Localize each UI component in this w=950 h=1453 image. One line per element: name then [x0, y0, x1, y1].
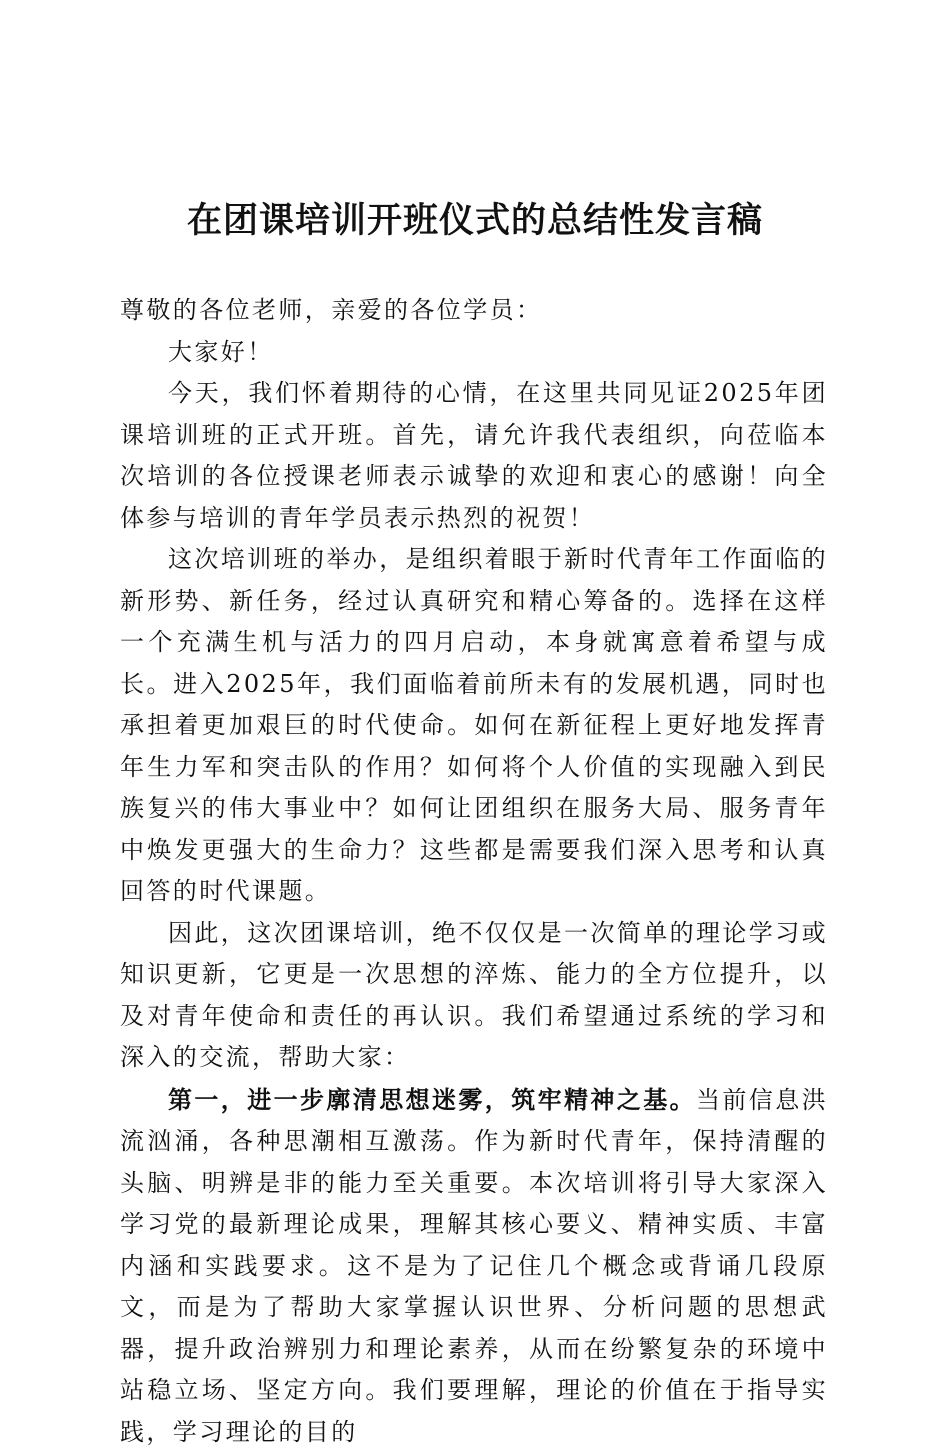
point-1-heading: 第一，进一步廓清思想迷雾，筑牢精神之基。 [168, 1085, 696, 1114]
greeting: 大家好！ [120, 332, 828, 374]
document-title: 在团课培训开班仪式的总结性发言稿 [0, 196, 950, 246]
point-1-paragraph [120, 1079, 828, 1453]
salutation: 尊敬的各位老师，亲爱的各位学员： [120, 290, 828, 332]
paragraph-3: 因此，这次团课培训，绝不仅仅是一次简单的理论学习或知识更新，它更是一次思想的淬炼、能力的全方位提升，以及对青年使命和责任的再认识。我们希望通过系统的学习和深入的交流，帮助大家： [120, 913, 828, 1079]
point-1-text: 当前信息洪流汹涌，各种思潮相互激荡。作为新时代青年，保持清醒的头脑、明辨是非的能力至关重要。本次培训将引导大家深入学习党的最新理论成果，理解其核心要义、精神实质、丰富内涵和实践要求。这不是为了记住几个概念或背诵几段原文，而是为了帮助大家掌握认识世界、分析问题的思想武器，提升政治辨别力和理论素养，从而在纷繁复杂的环境中站稳立场、坚定方向。我们要理解，理论的价值在于指导实践，学习理论的目的 [120, 1086, 828, 1446]
document-body [120, 290, 828, 1453]
paragraph-1: 今天，我们怀着期待的心情，在这里共同见证2025年团课培训班的正式开班。首先，请允许我代表组织，向莅临本次培训的各位授课老师表示诚挚的欢迎和衷心的感谢！向全体参与培训的青年学员表示热烈的祝贺！ [120, 373, 828, 539]
paragraph-2: 这次培训班的举办，是组织着眼于新时代青年工作面临的新形势、新任务，经过认真研究和精心筹备的。选择在这样一个充满生机与活力的四月启动，本身就寓意着希望与成长。进入2025年，我们面临着前所未有的发展机遇，同时也承担着更加艰巨的时代使命。如何在新征程上更好地发挥青年生力军和突击队的作用？如何将个人价值的实现融入到民族复兴的伟大事业中？如何让团组织在服务大局、服务青年中焕发更强大的生命力？这些都是需要我们深入思考和认真回答的时代课题。 [120, 539, 828, 913]
